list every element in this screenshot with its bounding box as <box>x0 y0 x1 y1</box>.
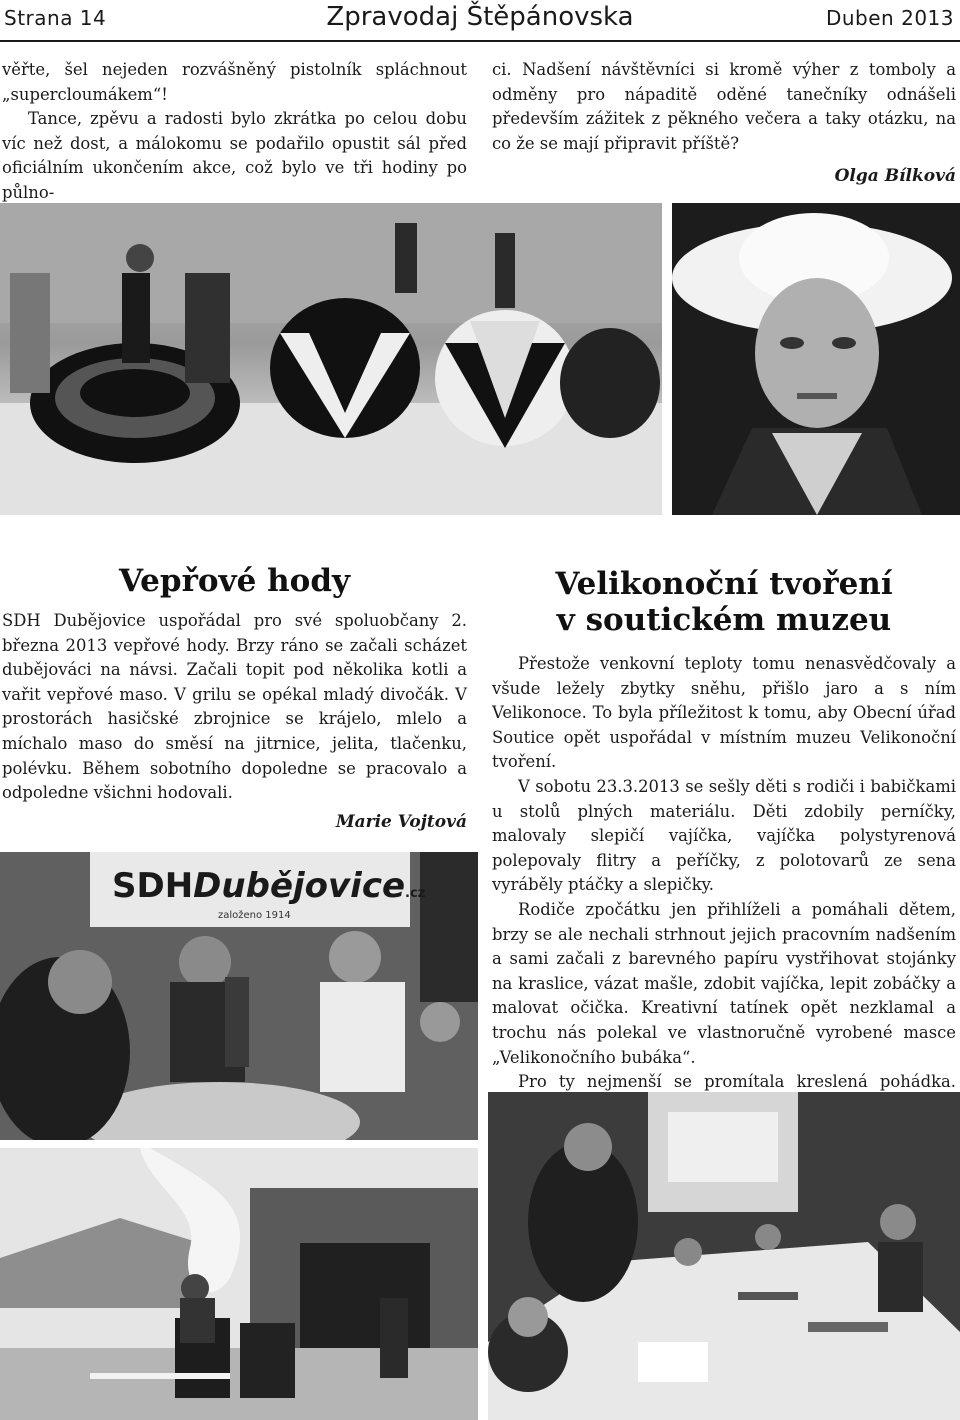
paragraph: Rodiče zpočátku jen přihlíželi a pomáhali dětem, brzy se ale nechali strhnout jejich pracovním nadšením a sami začali z barevného papíru vystřihovat stojánky na kraslice, vázat mašle, zdobit vajíčka, lepit zobáčky a malovat očička. Kreativní tatínek opět nezklamal a trochu nás polekal ve vlastnoručně vyrobené masce „Velikonočního bubáka“. <box>492 899 956 1067</box>
photo-hody-outdoor-illustration <box>0 1148 478 1420</box>
title-line: Velikonoční tvoření <box>555 566 893 602</box>
photo-hody-workers <box>0 852 478 1140</box>
author-signature: Olga Bílková <box>834 166 956 187</box>
paragraph: ci. Nadšení návštěvníci si kromě výher z tomboly a odměny pro nápaditě oděné tanečníky odnášeli především zážitek z pěkného večera a taky otázku, na co že se mají připravit příště? <box>492 60 956 153</box>
photo-man-hat <box>672 203 960 515</box>
sign-name: Dubějovice <box>193 866 406 906</box>
sign-sdh <box>112 866 425 906</box>
photo-museum-children-illustration <box>488 1092 960 1420</box>
page-number: Strana 14 <box>4 6 107 30</box>
article-tvoreni-body <box>492 652 956 1144</box>
title-line: v soutickém muzeu <box>556 602 892 638</box>
photo-man-hat-illustration <box>672 203 960 515</box>
top-article-right-column <box>492 58 956 189</box>
header-rule <box>0 40 960 42</box>
paragraph: Pro ty nejmenší se promítala kreslená pohádka. <box>518 1072 956 1092</box>
article-hody-body <box>2 609 467 834</box>
article-title-tvoreni <box>490 566 958 638</box>
paragraph: V sobotu 23.3.2013 se sešly děti s rodiči i babičkami u stolů plných materiálu. Děti zdobily perníčky, malovaly slepičí vajíčka, vajíčka polystyrenová polepovaly flitry a peříčky, z polotovarů ze sena vyráběly ptáčky a slepičky. <box>492 776 956 895</box>
top-article-left-column <box>2 58 467 206</box>
sign-founded: založeno 1914 <box>218 910 291 921</box>
paragraph: Přestože venkovní teploty tomu nenasvědčovaly a všude ležely zbytky sněhu, přišlo jaro a s ním Velikonoce. To byla příležitost k tomu, aby Obecní úřad Soutice opět uspořádal v místním muzeu Velikonoční tvoření. <box>492 654 956 772</box>
paragraph: Tance, zpěvu a radosti bylo zkrátka po celou dobu víc než dost, a málokomu se podařilo opustit sál před oficiálním ukončením akce, což bylo ve tři hodiny po půlno- <box>2 109 467 202</box>
photo-museum-children <box>488 1092 960 1420</box>
paragraph: věřte, šel nejeden rozvášněný pistolník spláchnout „supercloumákem“! <box>2 60 467 104</box>
page-header <box>0 0 960 40</box>
sign-brand: SDH <box>112 866 194 906</box>
sign-suffix: .cz <box>405 886 426 901</box>
photo-hody-outdoor <box>0 1148 478 1420</box>
photo-dancers-illustration <box>0 203 662 515</box>
publication-title: Zpravodaj Štěpánovska <box>326 2 634 32</box>
paragraph: SDH Dubějovice uspořádal pro své spoluobčany 2. března 2013 vepřové hody. Brzy ráno se začali scházet dubějováci na návsi. Začali topit pod několika kotli a vařit vepřové maso. V grilu se opékal mladý divočák. V prostorách hasičské zbrojnice se krájelo, mlelo a míchalo maso do směsí na jitrnice, jelita, tlačenku, polévku. Během sobotního dopoledne se pracovalo a odpoledne všichni hodovali. <box>2 611 467 803</box>
issue-date: Duben 2013 <box>825 6 954 30</box>
article-title-hody: Vepřové hody <box>118 563 351 599</box>
photo-dancers <box>0 203 662 515</box>
author-signature: Marie Vojtová <box>335 811 467 832</box>
